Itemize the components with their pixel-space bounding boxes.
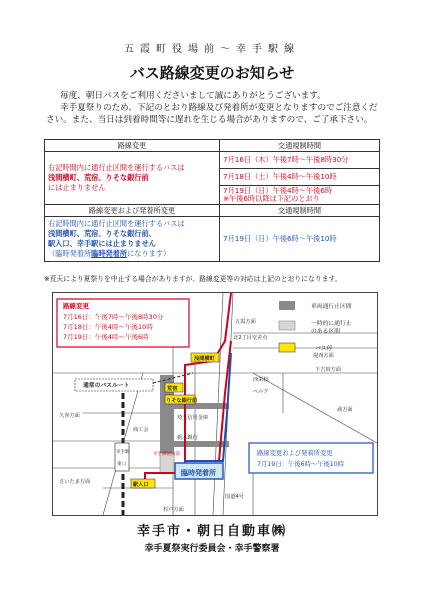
- red-callout-line-1: 7月16日：午後7時〜午後8時30分: [63, 313, 164, 321]
- red-callout-title: 路線変更: [63, 302, 89, 310]
- blue-callout-box: [249, 443, 373, 473]
- legend-closed-swatch: [279, 301, 295, 310]
- route-change-header: 路線変更: [45, 140, 220, 152]
- label-berk: ベルク: [253, 389, 269, 395]
- label-shimo: 下吉田方面: [315, 367, 341, 373]
- road-line: [253, 373, 377, 443]
- red-callout-line-3: 7月19日：午後4時〜午後6時: [63, 333, 149, 341]
- label-risona: りそな銀行前: [166, 398, 198, 404]
- route-change-time-2: 7月18日（土）午後4時〜午後10時: [220, 169, 380, 186]
- label-sengen: 浅間横町: [194, 356, 215, 362]
- greeting-text: 毎度、朝日バスをご利用くださいまして誠にありがとうございます。: [60, 91, 326, 101]
- label-route4: 国道4号: [225, 494, 244, 500]
- route-change-description: 右記時間内に通行止区間を運行するバスは 浅間横町、荒宿、りそな銀行前 には止まりません: [45, 152, 220, 205]
- stop-change-header: 路線変更および発着所変更: [45, 205, 220, 217]
- legend-partial-label-2: のある区間: [311, 329, 340, 335]
- label-station: 幸手駅: [116, 450, 130, 455]
- red-callout-line-2: 7月18日：午後4時〜午後10時: [63, 323, 153, 331]
- legend-partial-label-1: 一時的に通行止: [311, 321, 352, 327]
- footer-committee: 幸手夏祭実行委員会・幸手警察署: [144, 544, 280, 554]
- weather-note: ※荒天により夏祭りを中止する場合がありますが、路線変更等の対応は上記のとおりになります。: [44, 275, 342, 283]
- stop-change-time-header: 交通規制時間: [220, 205, 380, 217]
- route-map: [52, 292, 378, 516]
- blue-callout-line: 7月19日：午後6時〜午後10時: [257, 461, 345, 468]
- label-usual-route: 通常のバスルート: [83, 383, 130, 389]
- label-kita2: 北2丁目交差点: [233, 335, 268, 341]
- label-goka: 五霞方面: [235, 319, 256, 325]
- label-sainoku: 埼玉信用金庫: [177, 415, 209, 421]
- footer-company: 幸手市・朝日自動車㈱: [136, 524, 287, 539]
- stop-change-description: 右記時間内に通行止区間を運行するバスは 浅間横町、荒宿、りそな銀行前、 駅入口、幸手駅には止まりません （臨時発着所臨時発着所になります）: [45, 217, 220, 262]
- label-shoko: 商工会: [133, 427, 149, 433]
- page-title: バス路線変更のお知らせ: [129, 64, 295, 82]
- label-tei-nishi: 堤西方面: [313, 353, 334, 359]
- label-nishikyo: 西栄校: [253, 377, 269, 383]
- stop-change-time: 7月19日（日）午後6時〜午後10時: [220, 217, 380, 262]
- label-tochigi: 栃木銀行: [177, 435, 198, 441]
- label-araku: 荒宿: [167, 386, 178, 392]
- label-satte-post: 幸手郵便局前: [153, 452, 180, 457]
- legend-stop-label: バス停: [315, 346, 333, 352]
- intro-body-text: 幸手夏祭りのため、下記のとおり路線及び発着所が変更となりますのでご注意ください。また、当日は到着時間等に遅れを生じる場合がありますので、ご了承下さい。: [46, 103, 378, 125]
- legend-closed-label: 車両通行止区間: [311, 304, 352, 310]
- label-saitama: さいたま方面: [59, 479, 91, 485]
- label-taki: 満方面: [337, 407, 353, 413]
- label-kuki: 久喜方面: [59, 413, 80, 419]
- route-change-time-1: 7月16日（木）午後7時〜午後8時30分: [220, 152, 380, 169]
- schedule-table: [44, 139, 380, 262]
- legend-stop-swatch: [279, 343, 295, 352]
- label-temp-stop: 臨時発着所: [181, 469, 216, 477]
- route-change-time-3: 7月19日（日）午後4時〜午後6時 ※午後6時以降は下記のとおり: [220, 186, 380, 205]
- route-name: 五霞町役場前〜幸手駅線: [124, 44, 300, 55]
- legend-partial-swatch: [279, 321, 295, 330]
- label-east-exit: 東口: [117, 462, 126, 467]
- route-map-svg: [53, 293, 377, 515]
- label-sugito: 杉戸方面: [163, 507, 184, 513]
- label-station-entrance: 駅入口: [133, 482, 149, 488]
- route-change-time-header: 交通規制時間: [220, 140, 380, 152]
- blue-callout-title: 路線変更および発着所変更: [257, 450, 333, 457]
